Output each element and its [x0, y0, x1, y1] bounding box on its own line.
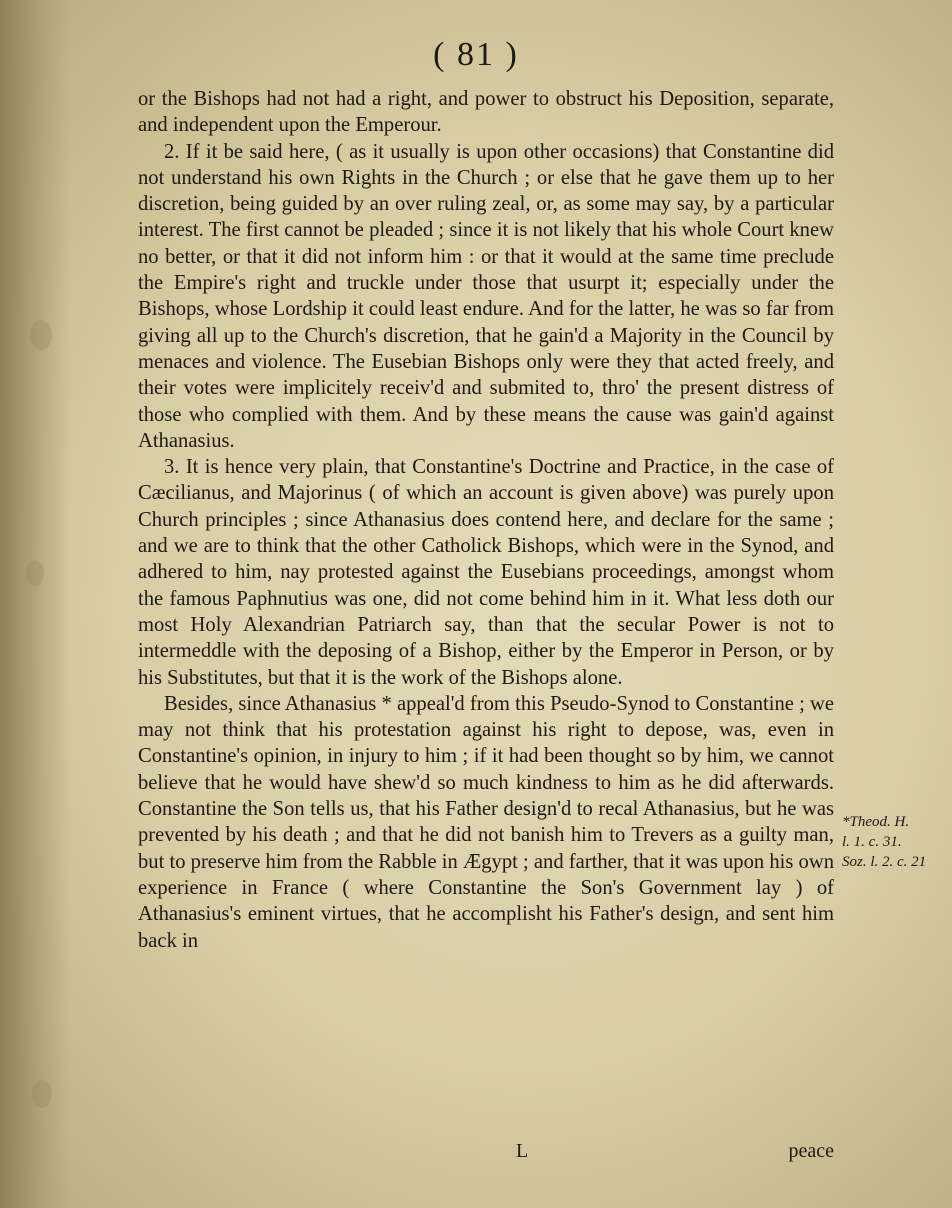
signature-mark: L — [516, 1140, 529, 1162]
paper-stain — [32, 1080, 52, 1108]
binding-shadow — [0, 0, 70, 1208]
catchword: peace — [788, 1140, 834, 1162]
marginal-note-line: l. 1. c. 31. — [842, 834, 902, 850]
marginal-note-line: Soz. l. 2. c. 21 — [842, 854, 927, 870]
paper-stain — [26, 560, 44, 586]
paragraph: or the Bishops had not had a right, and power to obstruct his Deposition, separate, and independent upon the Emperour. — [138, 88, 834, 137]
paper-stain — [30, 320, 52, 350]
paragraph: 2. If it be said here, ( as it usually is upon other occasions) that Constantine did not understand his own Rights in the Church ; or else that he gave them up to her discretion, being guided by an over ruling zeal, or, as some may say, by a particular interest. The first cannot be pleaded ; since it is not likely that his whole Court knew no better, or that it did not inform him : or that it would at the same time preclude the Empire's right and truckle under those that usurpt it; especially under the Bishops, whose Lordship it could least endure. And for the latter, he was so far from giving all up to the Church's discretion, that he gain'd a Majority in the Council by menaces and violence. The Eusebian Bishops only were they that acted freely, and their votes were implicitely receiv'd and submited to, thro' the present distress of those who complied with them. And by these means the cause was gain'd against Athanasius. — [138, 140, 834, 452]
page-number: ( 81 ) — [433, 36, 519, 73]
page-footer — [138, 1140, 834, 1166]
body-text — [138, 86, 834, 954]
marginal-note-line: *Theod. H. — [842, 814, 910, 830]
paragraph: 3. It is hence very plain, that Constantine's Doctrine and Practice, in the case of Cæcilianus, and Majorinus ( of which an account is given above) was purely upon Church principles ; since Athanasius does contend here, and declare for the same ; and we are to think that the other Catholick Bishops, which were in the Synod, and adhered to him, nay protested against the Eusebians proceedings, amongst whom the famous Paphnutius was one, did not come behind him in it. What less doth our most Holy Alexandrian Patriarch say, than that the secular Power is not to intermeddle with the deposing of a Bishop, either by the Emperor in Person, or by his Substitutes, but that it is the work of the Bishops alone. — [138, 456, 834, 689]
paragraph: Besides, since Athanasius * appeal'd from this Pseudo-Synod to Constantine ; we may not think that his protestation against his right to depose, was, even in Constantine's opinion, in injury to him ; if it had been thought so by him, we cannot believe that he would have shew'd so much kindness to him as he did afterwards. Constantine the Son tells us, that his Father design'd to recal Athanasius, but he was prevented by his death ; and that he did not banish him to Trevers as a guilty man, but to preserve him from the Rabble in Ægypt ; and farther, that it was upon his own experience in France ( where Constantine the Son's Government lay ) of Athanasius's eminent virtues, that he accomplisht his Father's design, and sent him back in — [138, 692, 834, 952]
marginal-note — [842, 812, 950, 872]
